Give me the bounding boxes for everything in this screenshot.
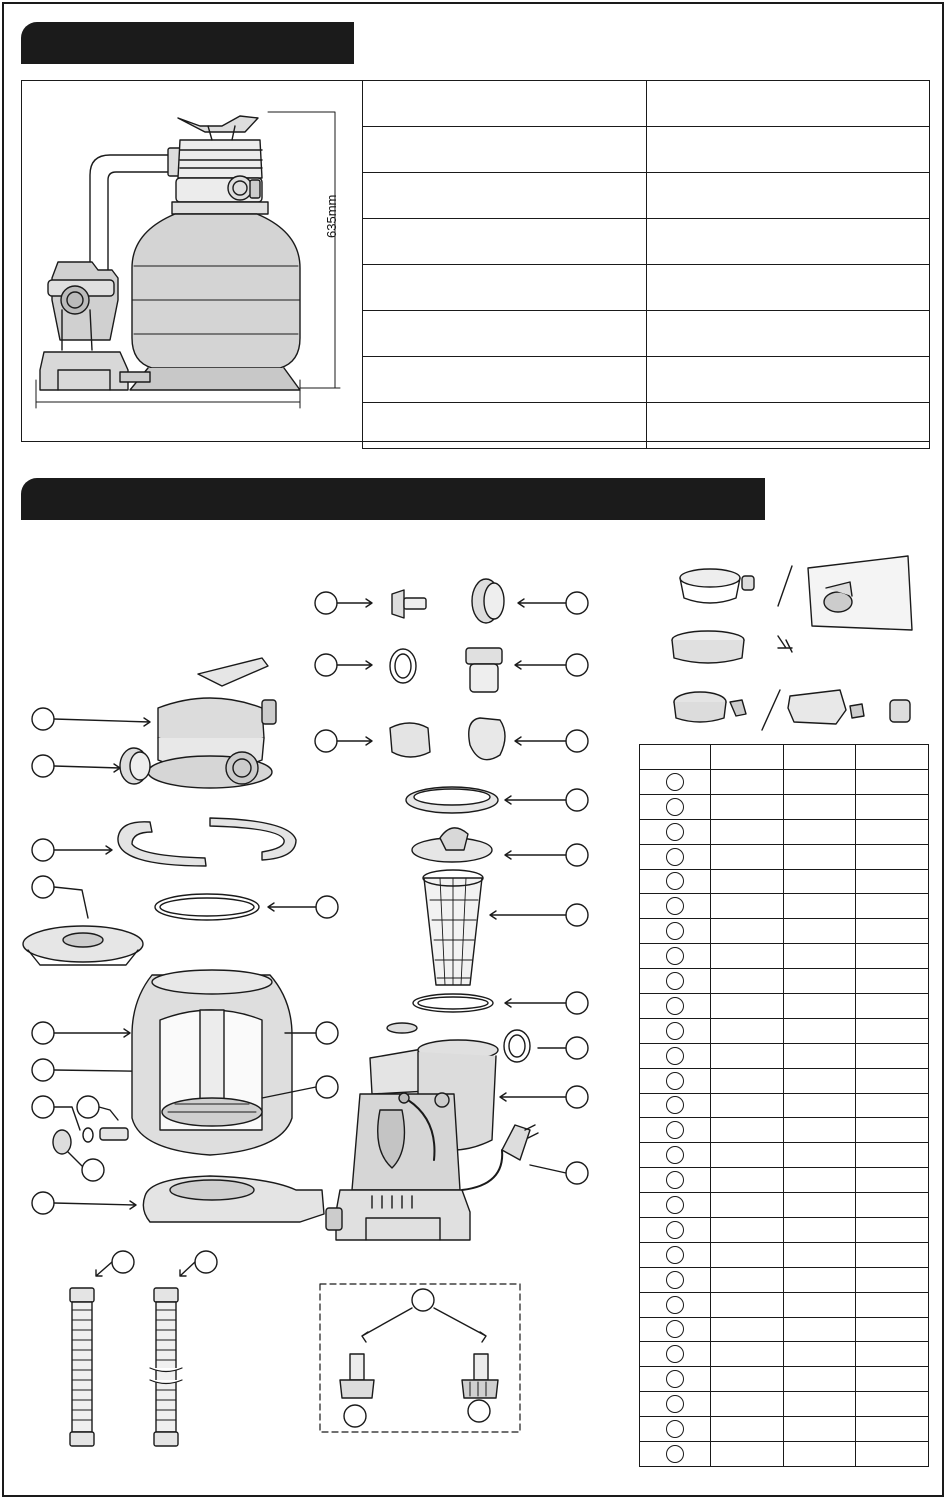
height-dimension-label: 635mm bbox=[324, 194, 339, 238]
exploded-pump bbox=[326, 787, 588, 1240]
small-parts bbox=[315, 579, 588, 760]
compatible-pools bbox=[672, 556, 912, 730]
exploded-filter-tank bbox=[23, 658, 338, 1222]
filter-pump-side-view bbox=[36, 112, 340, 408]
adapter-options bbox=[320, 1284, 520, 1432]
hoses bbox=[70, 1251, 217, 1446]
